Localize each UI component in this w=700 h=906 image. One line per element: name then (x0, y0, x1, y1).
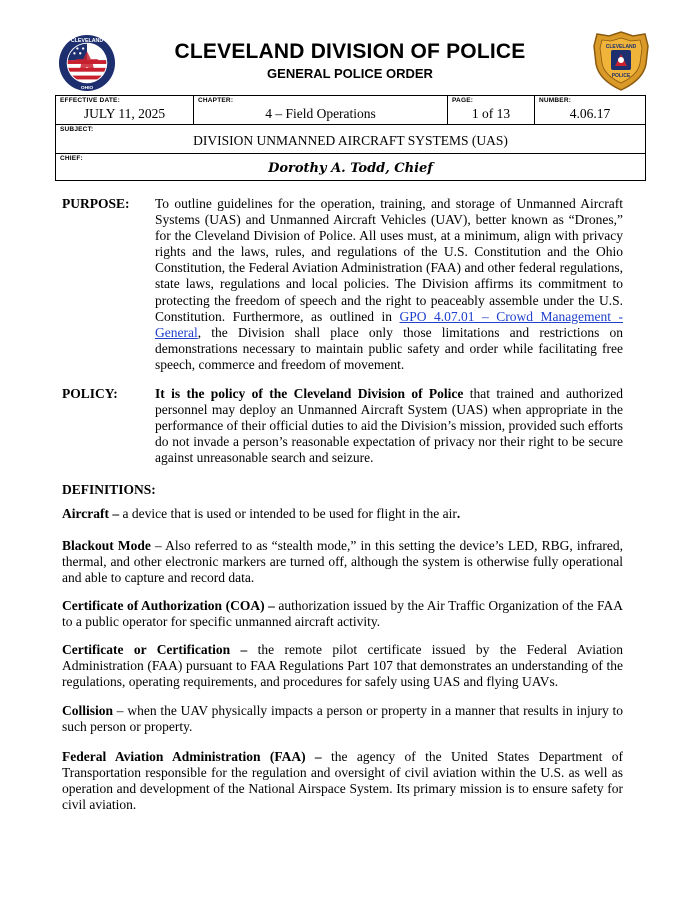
page-value: 1 of 13 (471, 106, 511, 121)
purpose-text-part: , the Division shall place only those limitations and restrictions on demonstrations necessary to maintain public safety and order while facilitating free speech, commerce and freedom of movement. (155, 324, 623, 372)
chief-cell (56, 154, 645, 180)
definition-term: Certificate or Certification – (62, 642, 248, 657)
chapter-cell (194, 96, 447, 125)
definition-blackout-mode (62, 538, 623, 586)
police-badge-icon (591, 30, 651, 92)
chief-label: CHIEF: (60, 155, 83, 162)
definition-term: Federal Aviation Administration (FAA) – (62, 749, 322, 764)
policy-label: POLICY: (62, 386, 118, 401)
purpose-text (155, 196, 623, 373)
effective-date-cell (56, 96, 193, 125)
definition-term: Aircraft – (62, 506, 120, 521)
number-label: NUMBER: (539, 97, 572, 104)
effective-date-label: EFFECTIVE DATE: (60, 97, 120, 104)
definition-text: authorization issued by the Air Traffic Organization of the FAA to a public operator for specific unmanned aircraft activity. (62, 598, 623, 630)
purpose-text-part: To outline guidelines for the operation, training, and storage of Unmanned Aircraft Systems (UAS) and Unmanned Aircraft Vehicles (UAV), better known as “Drones,” for the Cleveland Division of Police. All uses must, at a minimum, align with privacy rights and the laws, rules, and regulations of the U.S. Constitution and the Ohio Constitution, the Federal Aviation Administration (FAA) and other federal regulations, state laws, regulations and local policies. The Division affirms its commitment to protecting the freedom of speech and the right to peaceably assemble under the U.S. Constitution. Furthermore, as outlined in (155, 196, 623, 324)
definition-text: a device that is used or intended to be used for flight in the air (119, 506, 457, 521)
svg-text:OHIO: OHIO (80, 86, 94, 92)
definition-aircraft (62, 506, 623, 522)
definition-certificate (62, 642, 623, 690)
purpose-label: PURPOSE: (62, 196, 130, 211)
definition-text: – Also referred to as “stealth mode,” in this setting the device’s LED, RBG, infrared, thermal, and other electronic markers are turned off, although the system is otherwise fully operational and able to capture and record data. (62, 538, 623, 586)
svg-text:POLICE: POLICE (611, 73, 631, 79)
page-cell (448, 96, 534, 125)
svg-text:CLEVELAND: CLEVELAND (70, 38, 104, 45)
definition-term: Collision (62, 703, 114, 718)
subject-cell (56, 125, 645, 153)
definition-faa (62, 749, 623, 813)
chief-signature: Dorothy A. Todd, Chief (268, 161, 433, 176)
definition-term: Blackout Mode (62, 538, 151, 553)
number-value: 4.06.17 (569, 106, 611, 121)
effective-date-value: JULY 11, 2025 (83, 106, 166, 121)
policy-text-part: that trained and authorized personnel may deploy an Unmanned Aircraft System (UAS) when appropriate in the performance of their official duties to aid the Division’s mission, provided such efforts do not invade a person’s reasonable expectation of privacy nor their right to be secure against unreasonable search and seizure. (155, 386, 623, 466)
page-title: CLEVELAND DIVISION OF POLICE (174, 40, 526, 63)
subject-label: SUBJECT: (60, 126, 94, 133)
city-seal-icon (58, 34, 116, 92)
definition-text: the remote pilot certificate issued by the Federal Aviation Administration (FAA) pursuant to FAA Regulations Part 107 that demonstrates an understanding of the regulations, operating requirements, and procedures for safely using UAS and flying UAVs. (62, 642, 623, 690)
page-subtitle: GENERAL POLICE ORDER (267, 66, 433, 81)
policy-lead: It is the policy of the Cleveland Division of Police (155, 386, 464, 401)
definition-coa (62, 598, 623, 630)
gpo-crowd-management-link[interactable]: GPO 4.07.01 – Crowd Management - General (155, 308, 623, 340)
definition-text: the agency of the United States Department of Transportation responsible for the regulation and oversight of civil aviation within the U.S. as well as operation and development of the National Airspace System. Its primary mission is to ensure safety for civil aviation. (62, 749, 623, 813)
chapter-label: CHAPTER: (198, 97, 234, 104)
svg-text:CLEVELAND: CLEVELAND (605, 44, 637, 50)
subject-value: DIVISION UNMANNED AIRCRAFT SYSTEMS (UAS) (193, 133, 508, 148)
chapter-value: 4 – Field Operations (265, 106, 376, 121)
number-cell (535, 96, 645, 125)
definition-term: Certificate of Authorization (COA) – (62, 598, 275, 613)
page-label: PAGE: (452, 97, 474, 104)
definition-text: – when the UAV physically impacts a person or property in a manner that results in injury to such person or property. (62, 703, 623, 735)
policy-text (155, 386, 623, 466)
definition-trail: . (456, 506, 461, 521)
order-info-table (55, 95, 646, 181)
definition-collision (62, 703, 623, 735)
definitions-heading: DEFINITIONS: (62, 482, 156, 497)
